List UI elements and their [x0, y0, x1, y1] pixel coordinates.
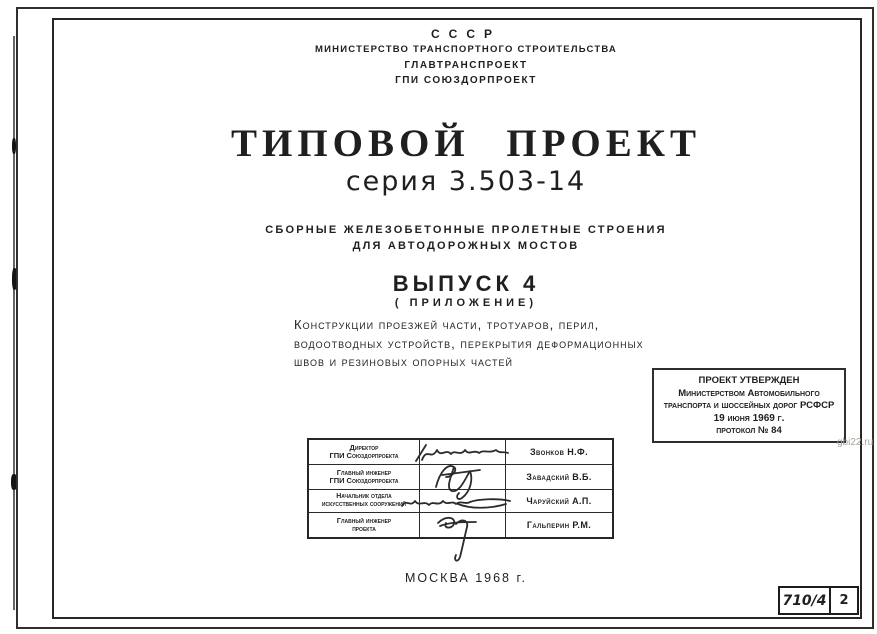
position-cell: Главный инженер проекта	[309, 513, 420, 537]
signature-cell	[420, 513, 506, 537]
name-cell: Завадский В.Б.	[506, 465, 612, 490]
approval-line: транспорта и шоссейных дорог РСФСР	[663, 400, 835, 411]
signature-cell	[420, 490, 506, 513]
subtitle-line1: СБОРНЫЕ ЖЕЛЕЗОБЕТОННЫЕ ПРОЛЕТНЫЕ СТРОЕНИЯ	[265, 224, 667, 236]
position-cell: Директор ГПИ Союздорпроекта	[309, 440, 420, 465]
sheet-number-stamp	[778, 586, 859, 615]
header-country: СССР	[430, 27, 501, 41]
description-line: Конструкции проезжей части, тротуаров, перил,	[294, 317, 600, 332]
name-cell: Гальперин Р.М.	[526, 519, 592, 530]
approval-stamp-box	[652, 368, 846, 443]
issue-label: ВЫПУСК 4	[392, 271, 540, 296]
approval-line: ПРОЕКТ УТВЕРЖДЕН	[698, 375, 800, 386]
city-year: МОСКВА 1968 г.	[405, 571, 527, 585]
scan-edge-artifact	[13, 36, 15, 610]
header-org-soyuzdorproekt: ГПИ СОЮЗДОРПРОЕКТ	[395, 75, 537, 86]
signature-galperin-image	[430, 513, 490, 565]
project-code: 710/4	[780, 588, 831, 613]
series-number: серия 3.503-14	[345, 166, 587, 197]
signature-cell	[420, 465, 506, 490]
subtitle-line2: ДЛЯ АВТОДОРОЖНЫХ МОСТОВ	[352, 240, 580, 252]
approval-protocol: протокол № 84	[716, 425, 782, 436]
signature-table	[307, 438, 614, 539]
approval-date: 19 июня 1969 г.	[713, 412, 785, 424]
description-line: швов и резиновых опорных частей	[294, 354, 513, 369]
header-ministry: МИНИСТЕРСТВО ТРАНСПОРТНОГО СТРОИТЕЛЬСТВА	[315, 44, 617, 55]
issue-note: ( ПРИЛОЖЕНИЕ)	[394, 297, 538, 309]
description-line: водоотводных устройств, перекрытия деформационных	[294, 335, 644, 351]
watermark: gbi22.ru	[837, 437, 874, 448]
header-org-glavtransproekt: ГЛАВТРАНСПРОЕКТ	[404, 60, 528, 71]
position-cell: Главный инженер ГПИ Союздорпроекта	[309, 465, 420, 490]
name-cell: Чаруйский А.П.	[506, 490, 612, 513]
contents-description	[294, 316, 684, 372]
signature-charuysky-image	[398, 492, 516, 514]
position-cell: Начальник отдела искусственных сооружений	[309, 490, 420, 513]
document-title: ТИПОВОЙ ПРОЕКТ	[230, 122, 702, 165]
sheet-number: 2	[839, 593, 849, 608]
name-cell: Звонков Н.Ф.	[506, 440, 612, 465]
approval-line: Министерством Автомобильного	[678, 387, 820, 399]
